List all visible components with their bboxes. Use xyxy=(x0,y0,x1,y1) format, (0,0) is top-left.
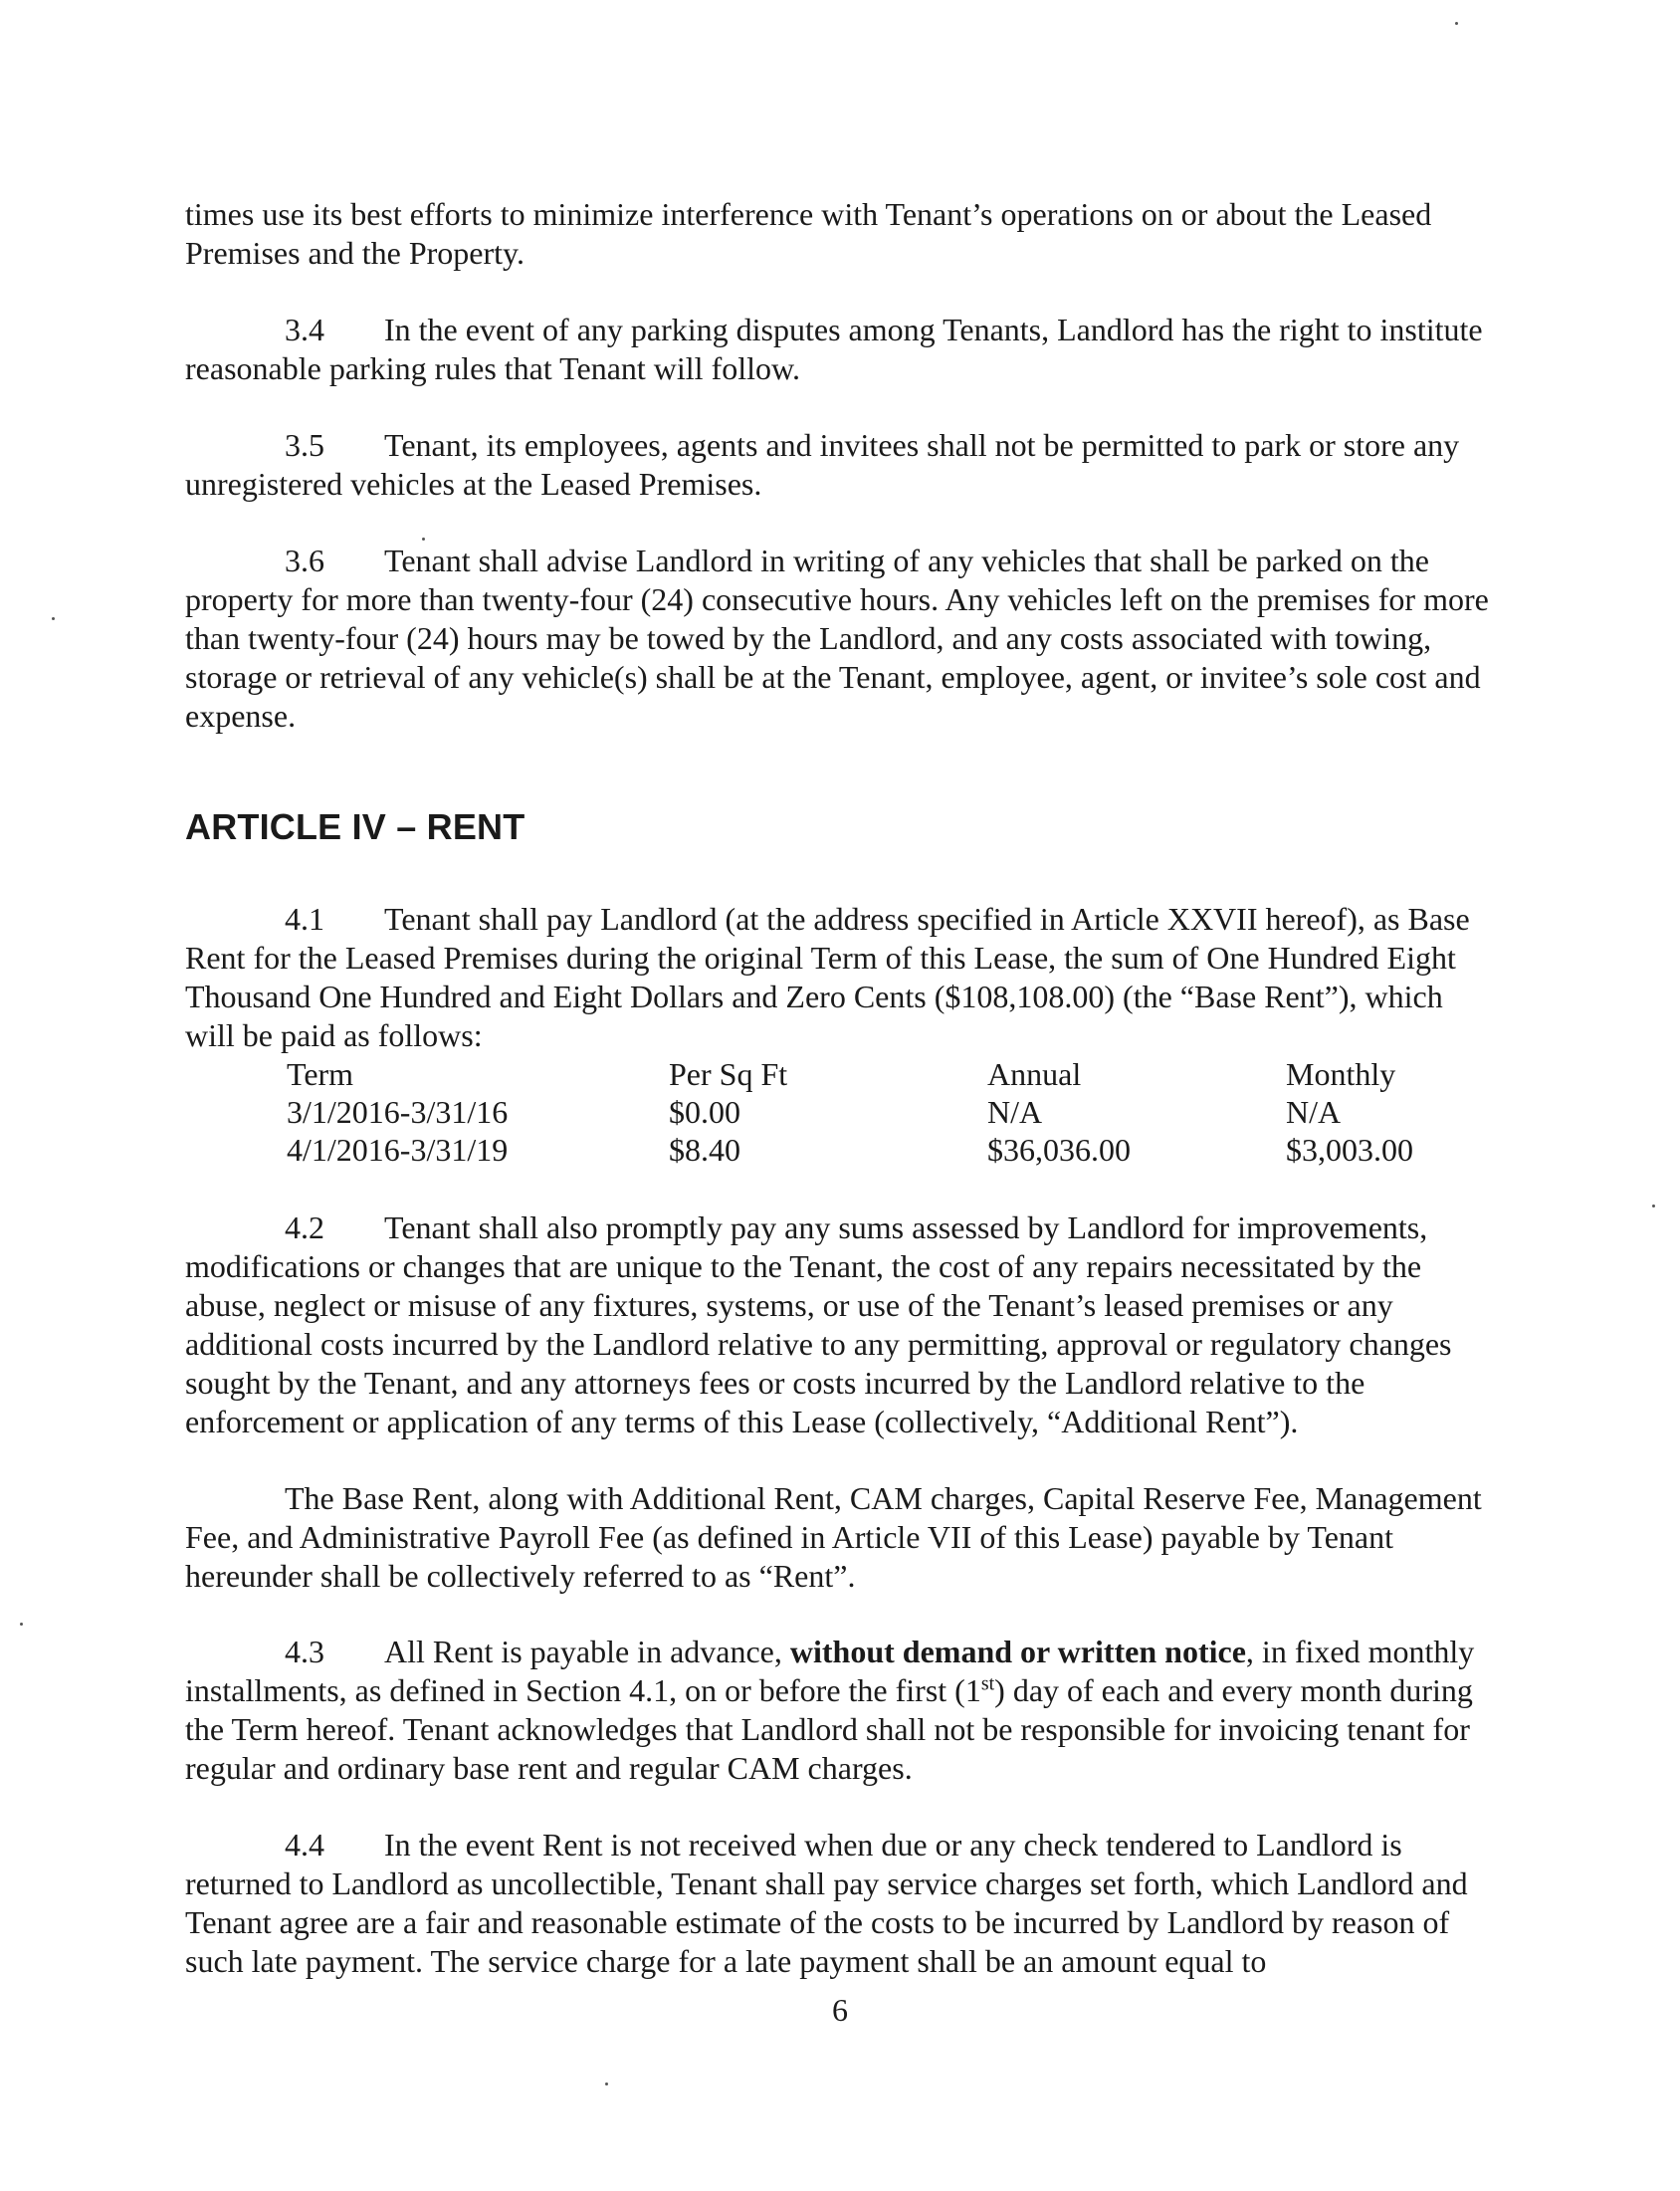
paragraph-3-6 xyxy=(185,542,1499,736)
paragraph-4-4 xyxy=(185,1826,1499,1981)
paragraph-3-5 xyxy=(185,426,1499,504)
scan-speck xyxy=(605,2082,608,2085)
paragraph-rent-definition xyxy=(185,1479,1499,1596)
table-row xyxy=(287,1093,1501,1131)
paragraph-rent-definition-text: The Base Rent, along with Additional Rent, CAM charges, Capital Reserve Fee, Management Fee, and Administrative Payroll Fee (as defined in Article VII of this Lease) payable by Tenant hereunder shall be collectively referred to as “Rent”. xyxy=(185,1480,1482,1594)
paragraph-4-3-text-c: ) day of each and every month during the Term hereof. Tenant acknowledges that Landlord shall not be responsible for invoicing tenant for regular and ordinary base rent and regular CAM charges. xyxy=(185,1672,1473,1786)
rent-table-cell-term: 3/1/2016-3/31/16 xyxy=(287,1094,509,1130)
paragraph-4-3-bold-text: without demand or written notice xyxy=(789,1634,1246,1669)
rent-table-cell-term: 4/1/2016-3/31/19 xyxy=(287,1132,509,1168)
section-number-3-5: 3.5 xyxy=(285,427,324,463)
rent-table-header-monthly: Monthly xyxy=(1286,1056,1396,1092)
paragraph-4-2-text: Tenant shall also promptly pay any sums assessed by Landlord for improvements, modifications or changes that are unique to the Tenant, the cost of any repairs necessitated by the abuse, neglect or misuse of any fixtures, systems, or use of the Tenant’s leased premises or any additional costs incurred by the Landlord relative to any permitting, approval or regulatory changes sought by the Tenant, and any attorneys fees or costs incurred by the Landlord relative to the enforcement or application of any terms of this Lease (collectively, “Additional Rent”). xyxy=(185,1209,1452,1439)
paragraph-4-3 xyxy=(185,1633,1499,1788)
rent-table-header-per-sq-ft: Per Sq Ft xyxy=(669,1056,788,1092)
table-row xyxy=(287,1131,1501,1169)
article-iv-heading: ARTICLE IV – RENT xyxy=(185,806,525,847)
rent-table-cell-per-sq-ft: $0.00 xyxy=(669,1094,740,1130)
section-number-3-4: 3.4 xyxy=(285,312,324,347)
rent-table-cell-annual: N/A xyxy=(987,1094,1043,1130)
page-number: 6 xyxy=(832,1992,848,2028)
rent-table-header-row xyxy=(287,1055,1501,1093)
paragraph-4-1 xyxy=(185,900,1499,1055)
rent-table-cell-per-sq-ft: $8.40 xyxy=(669,1132,740,1168)
scan-speck xyxy=(1652,1205,1655,1207)
section-number-3-6: 3.6 xyxy=(285,543,324,578)
paragraph-3-5-text: Tenant, its employees, agents and invitees shall not be permitted to park or store any unregistered vehicles at the Leased Premises. xyxy=(185,427,1460,502)
scan-speck xyxy=(52,617,55,620)
paragraph-4-2 xyxy=(185,1208,1499,1441)
rent-table-header-annual: Annual xyxy=(987,1056,1082,1092)
rent-table-cell-annual: $36,036.00 xyxy=(987,1132,1131,1168)
paragraph-4-1-text: Tenant shall pay Landlord (at the address specified in Article XXVII hereof), as Base Rent for the Leased Premises during the original Term of this Lease, the sum of One Hundred Eight Thousand One Hundred and Eight Dollars and Zero Cents ($108,108.00) (the “Base Rent”), which will be paid as follows: xyxy=(185,901,1470,1053)
section-number-4-2: 4.2 xyxy=(285,1209,324,1245)
paragraph-continuation: times use its best efforts to minimize interference with Tenant’s operations on or about the Leased Premises and the Property. xyxy=(185,196,1432,271)
rent-table-cell-monthly: N/A xyxy=(1286,1094,1342,1130)
section-number-4-3: 4.3 xyxy=(285,1634,324,1669)
rent-table-header-term: Term xyxy=(287,1056,354,1092)
paragraph-4-3-text-a: All Rent is payable in advance, xyxy=(384,1634,790,1669)
paragraph-4-4-text: In the event Rent is not received when due or any check tendered to Landlord is returned to Landlord as uncollectible, Tenant shall pay service charges set forth, which Landlord and Tenant agree are a fair and reasonable estimate of the costs to be incurred by Landlord by reason of such late payment. The service charge for a late payment shall be an amount equal to xyxy=(185,1827,1468,1979)
section-number-4-4: 4.4 xyxy=(285,1827,324,1862)
scan-speck xyxy=(422,538,425,541)
scan-speck xyxy=(20,1623,23,1626)
paragraph-3-4-text: In the event of any parking disputes among Tenants, Landlord has the right to institute reasonable parking rules that Tenant will follow. xyxy=(185,312,1483,386)
rent-schedule-table xyxy=(287,1055,1501,1169)
paragraph-3-6-text: Tenant shall advise Landlord in writing of any vehicles that shall be parked on the property for more than twenty-four (24) consecutive hours. Any vehicles left on the premises for more than twenty-four (24) hours may be towed by the Landlord, and any costs associated with towing, storage or retrieval of any vehicle(s) shall be at the Tenant, employee, agent, or invitee’s sole cost and expense. xyxy=(185,543,1489,734)
section-number-4-1: 4.1 xyxy=(285,901,324,937)
superscript-st: st xyxy=(980,1672,995,1695)
rent-table-cell-monthly: $3,003.00 xyxy=(1286,1132,1413,1168)
paragraph-3-4 xyxy=(185,311,1499,388)
paragraph-4-3-text-b: , in fixed monthly installments, as defined in Section 4.1, on or before the first (1 xyxy=(185,1634,1475,1708)
scan-speck xyxy=(1455,22,1458,25)
